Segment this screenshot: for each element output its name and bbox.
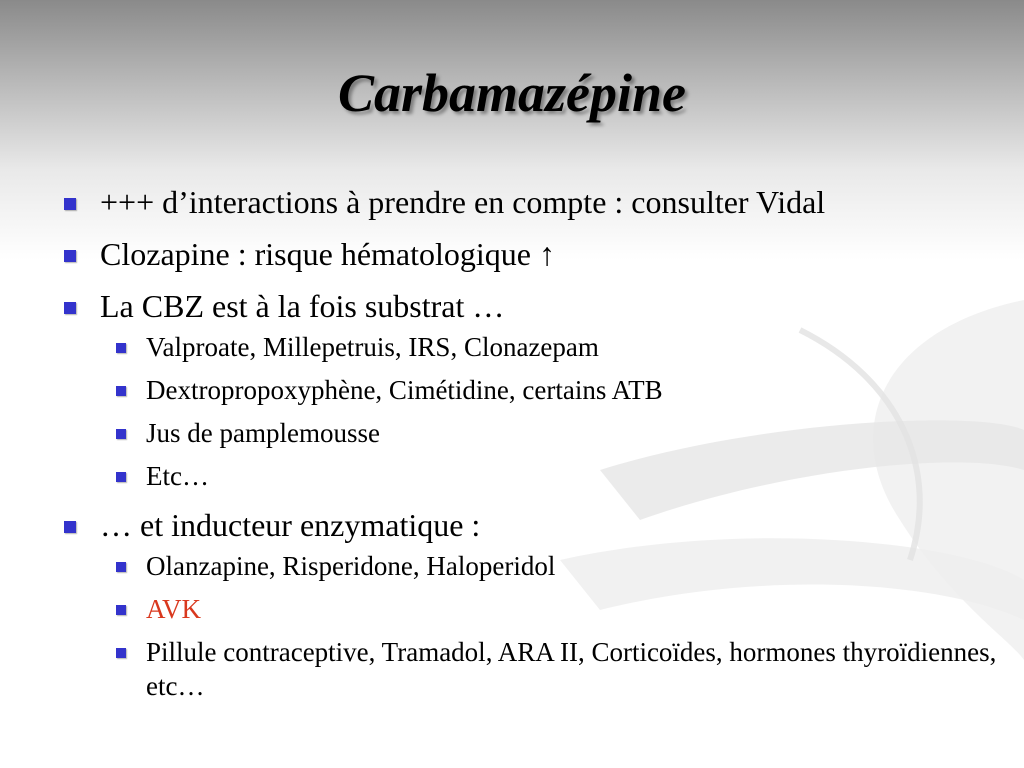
sub-bullet-list	[100, 330, 1002, 493]
bullet-list	[62, 182, 1002, 715]
square-bullet-icon	[116, 562, 126, 572]
list-item	[62, 234, 1002, 274]
square-bullet-icon	[116, 472, 126, 482]
square-bullet-icon	[64, 302, 76, 314]
square-bullet-icon	[116, 429, 126, 439]
sub-bullet-text-highlighted: AVK	[146, 594, 202, 624]
sub-list-item	[116, 459, 1006, 493]
sub-list-item	[116, 549, 1006, 583]
list-item	[62, 182, 1002, 222]
sub-bullet-text: Etc…	[146, 461, 209, 491]
square-bullet-icon	[116, 648, 126, 658]
bullet-text: Clozapine : risque hématologique ↑	[100, 236, 555, 272]
sub-list-item	[116, 592, 1006, 626]
square-bullet-icon	[116, 343, 126, 353]
sub-bullet-text: Valproate, Millepetruis, IRS, Clonazepam	[146, 332, 599, 362]
sub-list-item	[116, 330, 1006, 364]
square-bullet-icon	[64, 250, 76, 262]
sub-list-item	[116, 416, 1006, 450]
sub-list-item	[116, 373, 1006, 407]
page-title: Carbamazépine	[337, 63, 687, 123]
sub-bullet-text: Olanzapine, Risperidone, Haloperidol	[146, 551, 556, 581]
sub-list-item	[116, 635, 1006, 703]
sub-bullet-text: Jus de pamplemousse	[146, 418, 380, 448]
list-item	[62, 505, 1002, 703]
square-bullet-icon	[116, 386, 126, 396]
sub-bullet-text: Dextropropoxyphène, Cimétidine, certains ATB	[146, 375, 663, 405]
square-bullet-icon	[64, 198, 76, 210]
bullet-text: … et inducteur enzymatique :	[100, 507, 481, 543]
sub-bullet-list	[100, 549, 1002, 703]
bullet-text: +++ d’interactions à prendre en compte : consulter Vidal	[100, 184, 826, 220]
square-bullet-icon	[116, 605, 126, 615]
sub-bullet-text: Pillule contraceptive, Tramadol, ARA II, Corticoïdes, hormones thyroïdiennes, etc…	[146, 637, 997, 701]
bullet-text: La CBZ est à la fois substrat …	[100, 288, 505, 324]
list-item	[62, 286, 1002, 493]
square-bullet-icon	[64, 521, 76, 533]
